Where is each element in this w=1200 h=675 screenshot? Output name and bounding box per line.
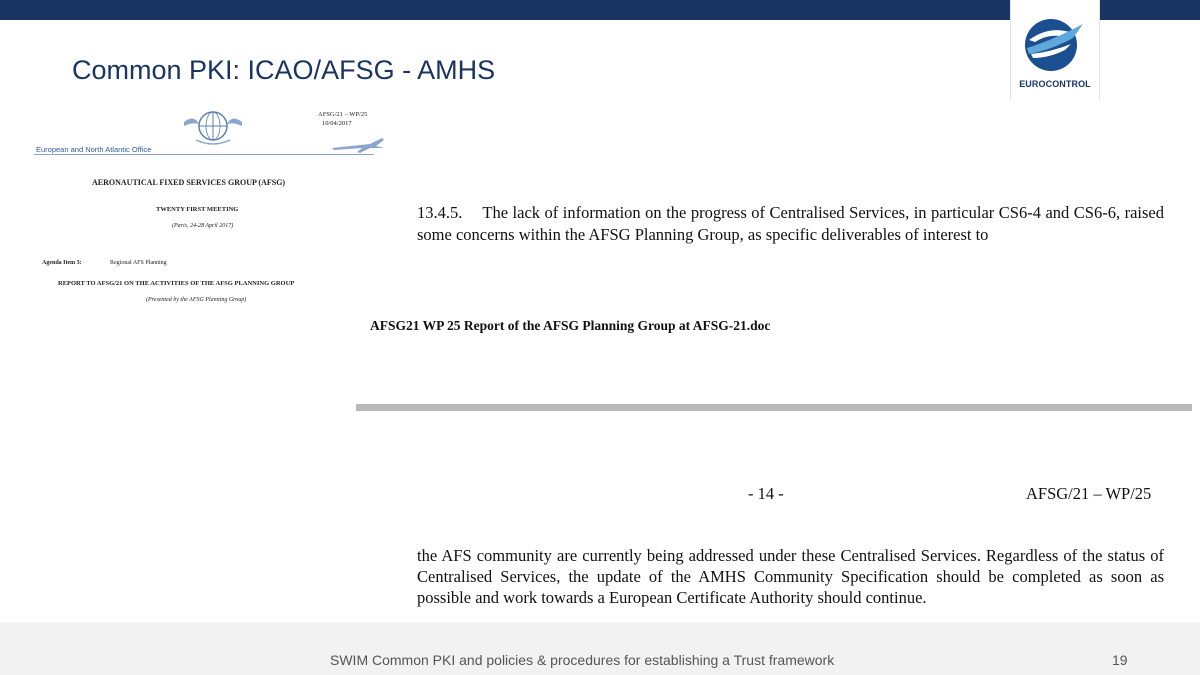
icao-emblem-icon bbox=[182, 104, 244, 148]
page-separator bbox=[356, 404, 1192, 411]
thumb-presented-by: (Presented by the AFSG Planning Group) bbox=[146, 297, 247, 303]
document-reference: AFSG/21 – WP/25 bbox=[1026, 484, 1152, 503]
thumb-report-title: REPORT TO AFSG/21 ON THE ACTIVITIES OF THE AFSG PLANNING GROUP bbox=[58, 280, 295, 287]
logo-text: EUROCONTROL bbox=[1019, 79, 1091, 89]
footer-text: SWIM Common PKI and policies & procedures for establishing a Trust framework bbox=[330, 652, 835, 668]
thumb-ref-line1: AFSG/21 – WP/25 bbox=[318, 111, 368, 118]
thumb-office: European and North Atlantic Office bbox=[36, 145, 152, 154]
paragraph-number: 13.4.5. bbox=[417, 203, 463, 222]
eurocontrol-logo-icon bbox=[1021, 14, 1089, 76]
thumb-group-title: AERONAUTICAL FIXED SERVICES GROUP (AFSG) bbox=[92, 178, 286, 187]
document-page-number: - 14 - bbox=[748, 484, 784, 503]
thumb-agenda-value: Regional AFS Planning bbox=[110, 260, 167, 266]
slide-title: Common PKI: ICAO/AFSG - AMHS bbox=[72, 55, 496, 85]
thumb-ref-line2: 10/04/2017 bbox=[322, 120, 352, 127]
thumb-agenda-label: Agenda Item 3: bbox=[42, 260, 82, 266]
paragraph-text: The lack of information on the progress of Centralised Services, in particular CS6-4 and CS6-6, raised some concerns within the AFSG Planning Group, as specific deliverables of interest to bbox=[417, 203, 1164, 244]
document-filename: AFSG21 WP 25 Report of the AFSG Planning Group at AFSG-21.doc bbox=[370, 318, 771, 333]
thumb-meeting: TWENTY FIRST MEETING bbox=[156, 206, 239, 213]
eurocontrol-logo bbox=[1010, 0, 1100, 100]
paragraph-13-4-5 bbox=[417, 202, 1164, 246]
paragraph-continuation: the AFS community are currently being addressed under these Centralised Services. Regardless of the status of Centralised Services, the update of the AMHS Community Specification should be completed as soon as possible and work towards a European Certificate Authority should continue. bbox=[417, 546, 1164, 607]
thumb-office-rule bbox=[34, 154, 374, 155]
document-thumbnail bbox=[30, 100, 395, 330]
slide-number: 19 bbox=[1112, 652, 1128, 668]
thumb-place: (Paris, 24-28 April 2017) bbox=[172, 223, 234, 229]
airplane-icon bbox=[330, 136, 386, 154]
